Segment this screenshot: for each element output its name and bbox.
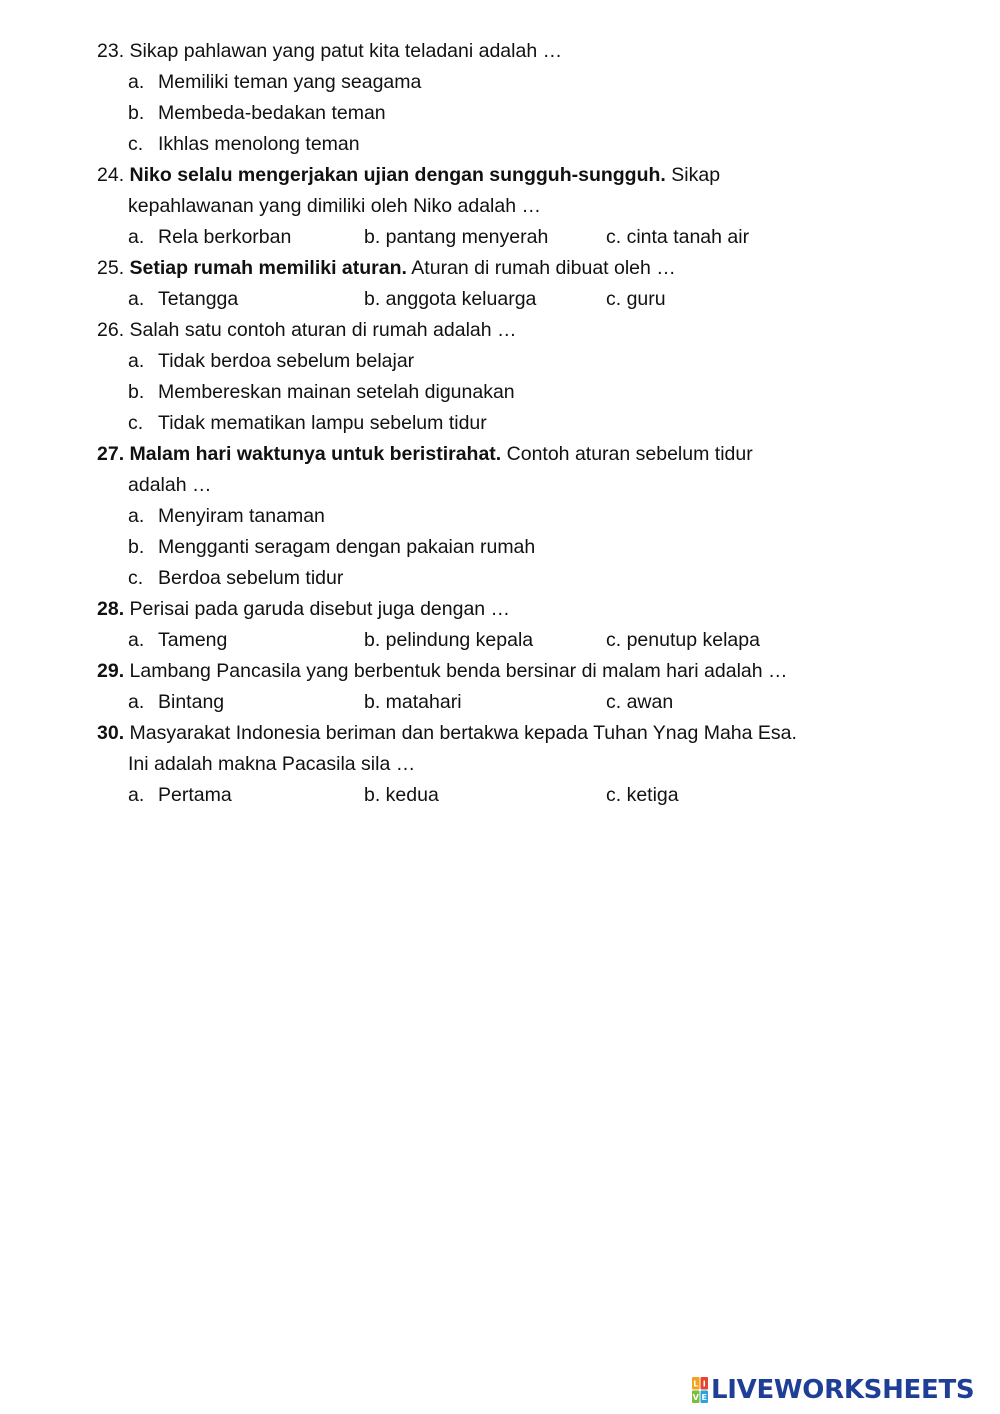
worksheet [97,36,897,811]
option-29a: a. Bintang [128,691,225,713]
question-27: 27. Malam hari waktunya untuk beristirahat. Contoh aturan sebelum tidur [97,443,753,465]
question-25: 25. Setiap rumah memiliki aturan. Aturan di rumah dibuat oleh … [97,257,676,279]
option-23b: b. Membeda-bedakan teman [128,102,386,124]
logo-text: LIVEWORKSHEETS [711,1375,975,1405]
liveworksheets-logo [692,1376,974,1404]
option-26b: b. Membereskan mainan setelah digunakan [128,381,515,403]
question-26: 26. Salah satu contoh aturan di rumah adalah … [97,319,517,341]
option-27a: a. Menyiram tanaman [128,505,325,527]
options-30 [97,780,897,811]
option-30a: a. Pertama [128,784,232,806]
question-30-continued: Ini adalah makna Pacasila sila … [128,753,416,775]
options-24 [97,222,897,253]
option-28c: c. penutup kelapa [606,629,760,651]
svg-text:I: I [702,1379,706,1389]
svg-text:E: E [701,1393,707,1402]
question-28: 28. Perisai pada garuda disebut juga dengan … [97,598,511,620]
option-26c: c. Tidak mematikan lampu sebelum tidur [128,412,487,434]
option-23c: c. Ikhlas menolong teman [128,133,360,155]
logo-tiles-icon [692,1377,708,1403]
question-27-continued: adalah … [128,474,212,496]
option-29b: b. matahari [364,691,462,713]
question-29: 29. Lambang Pancasila yang berbentuk benda bersinar di malam hari adalah … [97,660,788,682]
option-30b: b. kedua [364,784,439,806]
option-30c: c. ketiga [606,784,679,806]
question-24: 24. Niko selalu mengerjakan ujian dengan sungguh-sungguh. Sikap [97,164,721,186]
option-24c: c. cinta tanah air [606,226,750,248]
svg-text:L: L [693,1379,699,1389]
option-27c: c. Berdoa sebelum tidur [128,567,344,589]
options-29 [97,687,897,718]
option-28a: a. Tameng [128,629,228,651]
option-25b: b. anggota keluarga [364,288,537,310]
question-23: 23. Sikap pahlawan yang patut kita teladani adalah … [97,40,563,62]
option-25a: a. Tetangga [128,288,239,310]
option-23a: a. Memiliki teman yang seagama [128,71,422,93]
svg-text:V: V [692,1393,699,1402]
option-29c: c. awan [606,691,674,713]
option-27b: b. Mengganti seragam dengan pakaian rumah [128,536,536,558]
option-24b: b. pantang menyerah [364,226,549,248]
options-25 [97,284,897,315]
question-24-continued: kepahlawanan yang dimiliki oleh Niko adalah … [128,195,541,217]
option-28b: b. pelindung kepala [364,629,534,651]
option-24a: a. Rela berkorban [128,226,292,248]
question-30: 30. Masyarakat Indonesia beriman dan bertakwa kepada Tuhan Ynag Maha Esa. [97,722,797,744]
option-26a: a. Tidak berdoa sebelum belajar [128,350,415,372]
options-28 [97,625,897,656]
option-25c: c. guru [606,288,666,310]
